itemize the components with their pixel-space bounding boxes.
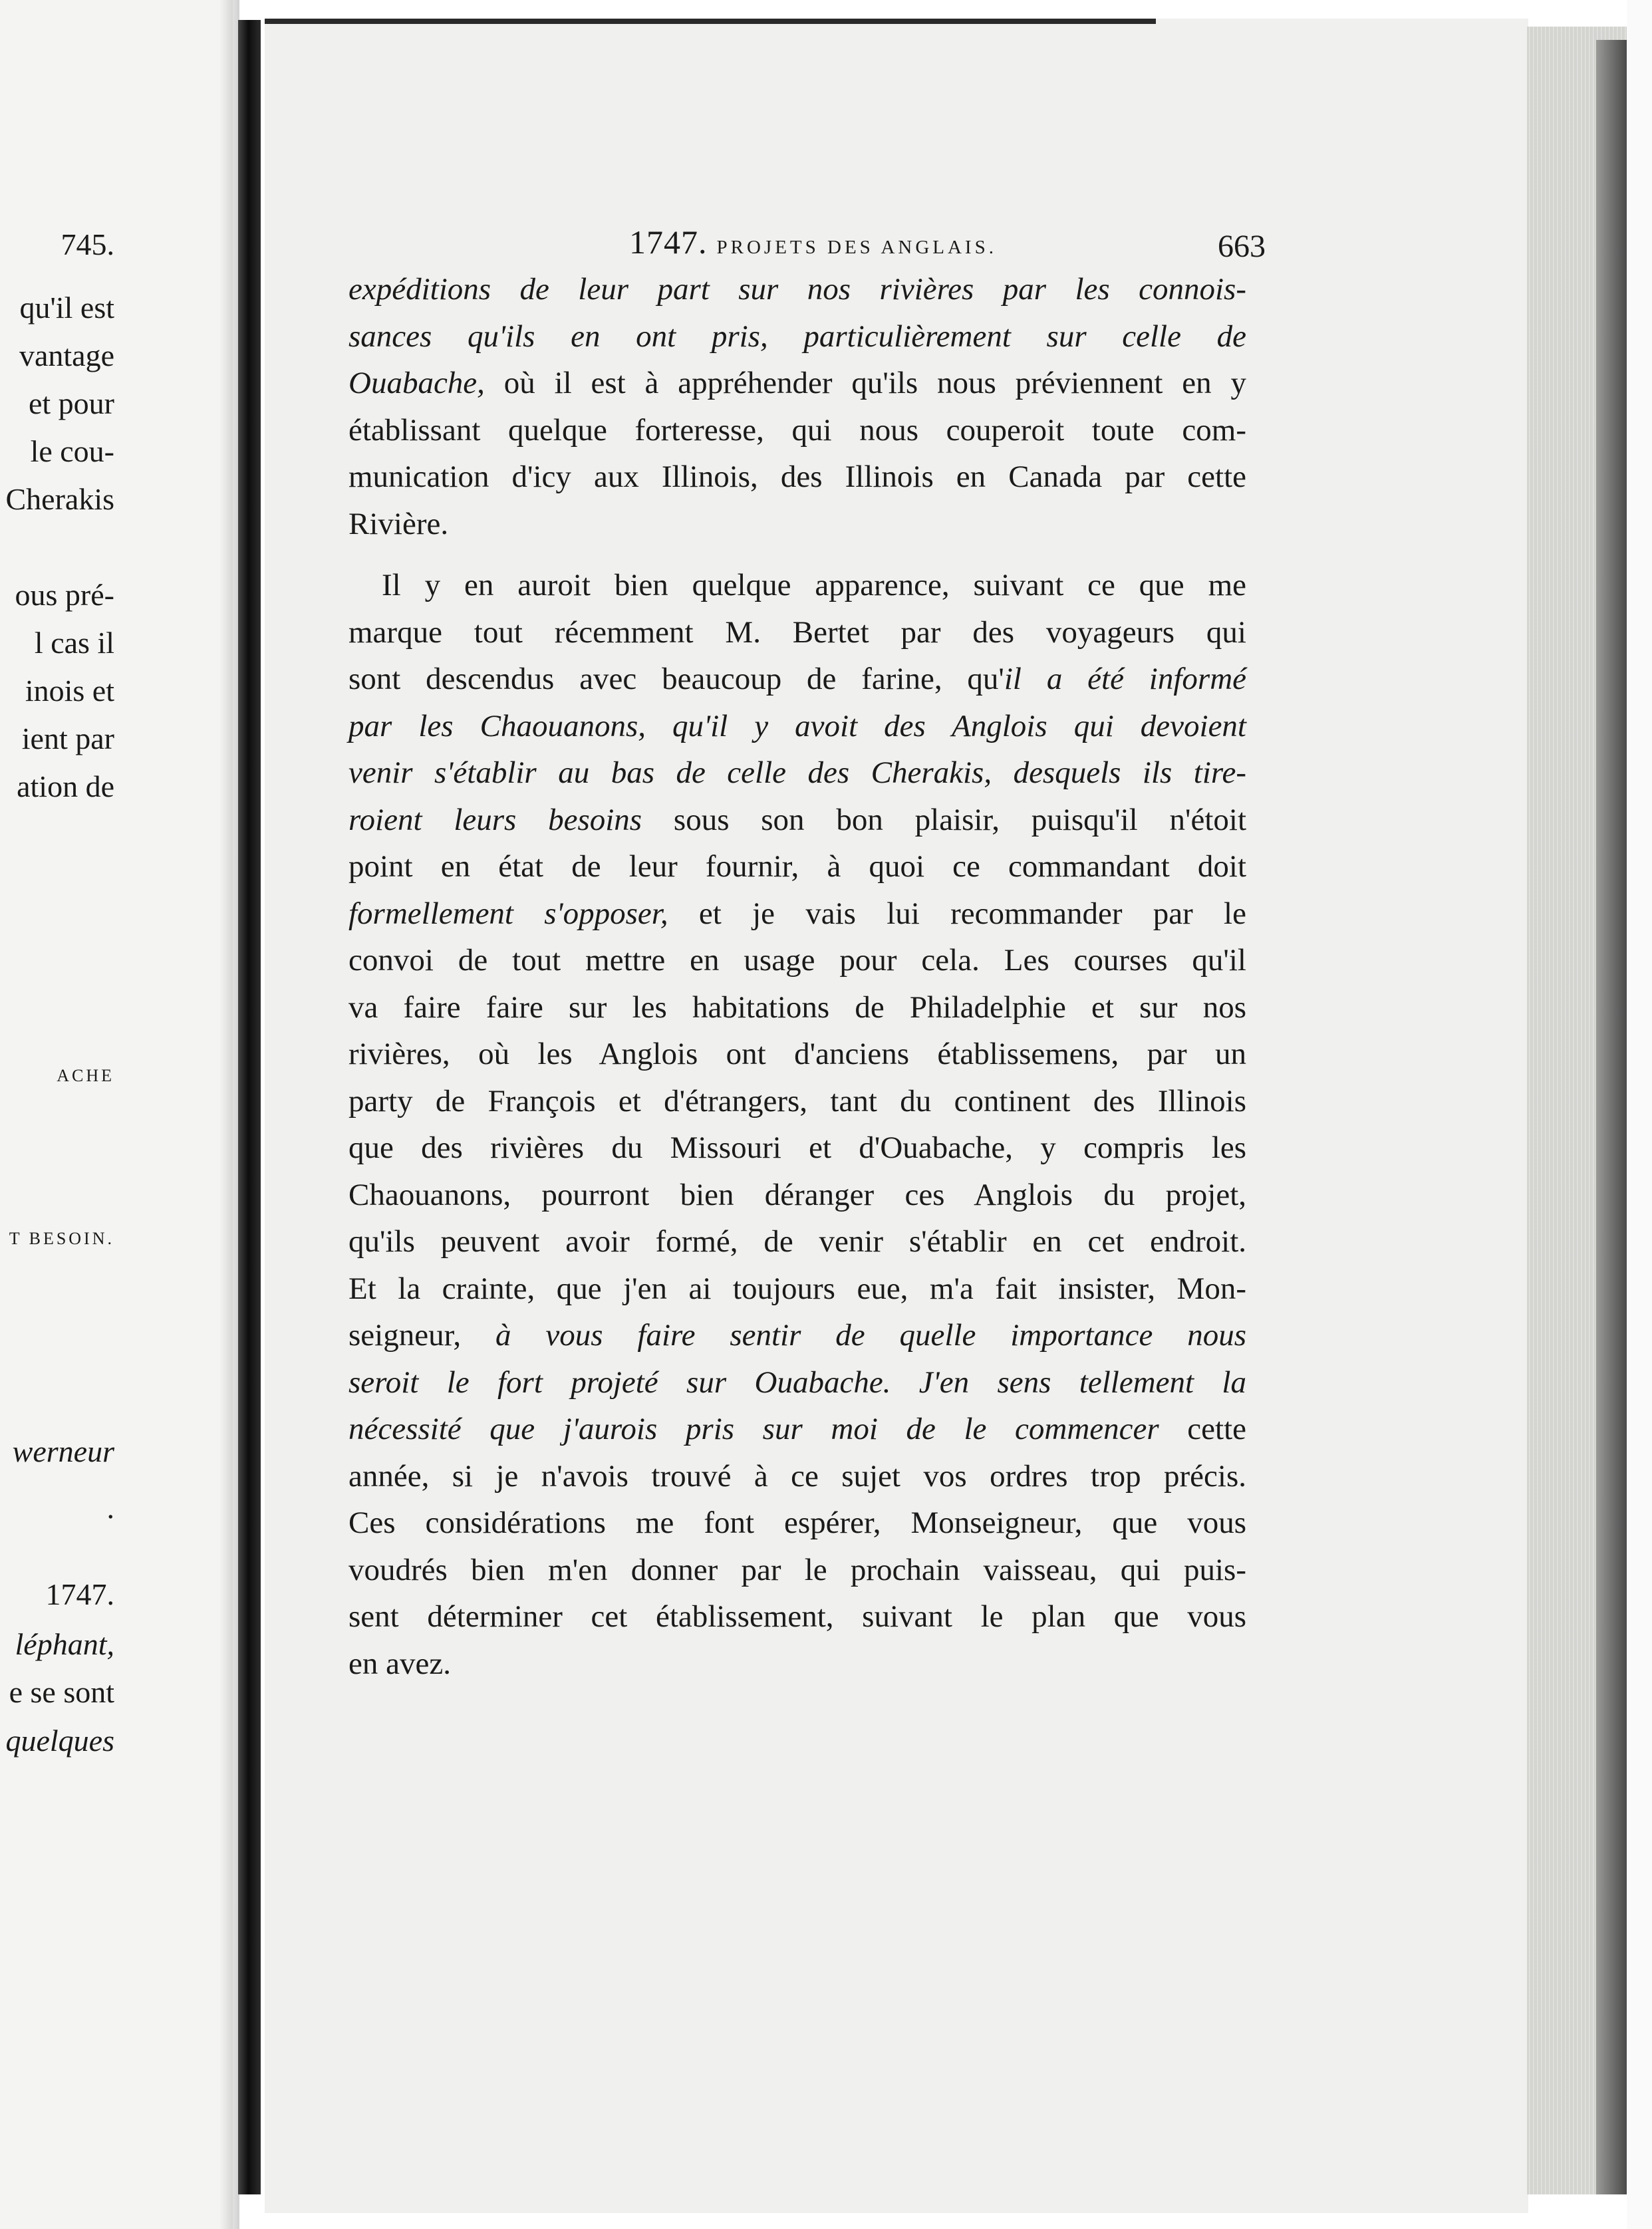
book-gutter xyxy=(238,20,261,2194)
left-page-line: l cas il xyxy=(34,626,114,660)
body-roman-span: Chaouanons, pourront bien déranger ces Anglois du projet, xyxy=(348,1177,1246,1212)
body-roman-span: Ces considérations me font espérer, Monseigneur, que vous xyxy=(348,1506,1246,1540)
body-italic-span: il a été informé xyxy=(1004,662,1246,696)
body-roman-span: party de François et d'étrangers, tant du continent des Illinois xyxy=(348,1083,1246,1118)
left-page-line: ous pré- xyxy=(15,578,114,612)
body-line xyxy=(348,1132,1246,1164)
running-head xyxy=(629,223,997,261)
body-roman-span: sont descendus avec beaucoup de farine, qu' xyxy=(348,662,1004,696)
body-line xyxy=(348,1226,1246,1257)
body-line xyxy=(348,898,1246,930)
body-roman-span: marque tout récemment M. Bertet par des voyageurs qui xyxy=(348,614,1246,650)
running-head-year: 1747. xyxy=(629,223,708,261)
body-line xyxy=(348,506,449,541)
body-roman-span: qu'ils peuvent avoir formé, de venir s'établir en cet endroit. xyxy=(348,1224,1246,1259)
left-page-line: ation de xyxy=(17,769,114,803)
body-roman-span: où il est à appréhender qu'ils nous préviennent en y xyxy=(484,366,1246,400)
body-line xyxy=(348,1648,451,1680)
left-page-line: quelques xyxy=(5,1724,114,1758)
body-line xyxy=(348,274,1246,305)
page-top-edge xyxy=(265,19,1156,24)
body-italic-span: sances qu'ils en ont pris, particulièrement sur celle de xyxy=(348,319,1246,354)
left-page-line: 745. xyxy=(61,227,114,261)
body-roman-span: en avez. xyxy=(348,1646,451,1681)
body-italic-span: formellement s'opposer, xyxy=(348,896,668,931)
body-italic-span: nécessité que j'aurois pris sur moi de le commencer xyxy=(348,1412,1159,1446)
body-line xyxy=(348,1601,1246,1633)
body-roman-span: que des rivières du Missouri et d'Ouabache, y compris les xyxy=(348,1130,1246,1165)
body-roman-span: Et la crainte, que j'en ai toujours eue, m'a fait insister, Mon- xyxy=(348,1271,1246,1306)
body-roman-span: sous son bon plaisir, puisqu'il n'étoit xyxy=(642,802,1246,837)
left-page-line: ient par xyxy=(21,721,114,755)
left-page-line: T BESOIN. xyxy=(9,1229,114,1248)
body-line xyxy=(348,412,1246,448)
body-line xyxy=(348,708,1246,743)
body-roman-span: sent déterminer cet établissement, suivant le plan que vous xyxy=(348,1599,1246,1634)
body-line xyxy=(348,1458,1246,1494)
running-head-title: PROJETS DES ANGLAIS. xyxy=(716,237,997,258)
body-line xyxy=(348,757,1246,789)
body-line xyxy=(348,989,1246,1025)
body-line xyxy=(348,1414,1246,1445)
body-italic-span: seroit le fort projeté sur Ouabache. J'en sens tellement la xyxy=(348,1365,1246,1400)
body-line xyxy=(348,1367,1246,1398)
body-roman-span: convoi de tout mettre en usage pour cela. Les courses qu'il xyxy=(348,943,1246,978)
body-roman-span: année, si je n'avois trouvé à ce sujet vos ordres trop précis. xyxy=(348,1458,1246,1494)
body-roman-span: voudrés bien m'en donner par le prochain vaisseau, qui puis- xyxy=(348,1552,1246,1587)
body-roman-span: rivières, où les Anglois ont d'anciens établissemens, par un xyxy=(348,1037,1246,1071)
left-page-line: léphant, xyxy=(15,1627,114,1661)
left-page-line: . xyxy=(106,1491,114,1525)
body-italic-span: expéditions de leur part sur nos rivières par les connois- xyxy=(348,272,1246,307)
body-roman-span: établissant quelque forteresse, qui nous couperoit toute com- xyxy=(348,412,1246,448)
body-roman-span: point en état de leur fournir, à quoi ce commandant doit xyxy=(348,849,1246,884)
body-italic-span: Ouabache, xyxy=(348,366,485,400)
body-line xyxy=(348,461,1246,493)
body-line xyxy=(348,368,1246,399)
left-facing-page xyxy=(0,0,233,2229)
body-roman-span: seigneur, xyxy=(348,1318,495,1353)
body-line xyxy=(348,802,1246,837)
body-italic-span: par les Chaouanons, qu'il y avoit des Anglois qui devoient xyxy=(348,708,1246,743)
body-line xyxy=(348,664,1246,695)
body-line xyxy=(348,945,1246,976)
body-line xyxy=(382,570,1246,601)
body-line xyxy=(348,1083,1246,1118)
body-italic-span: à vous faire sentir de quelle importance nous xyxy=(495,1318,1246,1353)
body-italic-span: roient leurs besoins xyxy=(348,802,642,837)
body-line xyxy=(348,1508,1246,1539)
body-line xyxy=(348,1177,1246,1212)
page-number: 663 xyxy=(1218,229,1266,264)
left-page-line: inois et xyxy=(25,674,114,708)
left-page-line: le cou- xyxy=(30,434,114,468)
body-line xyxy=(348,1320,1246,1351)
left-page-line: qu'il est xyxy=(19,291,114,325)
left-page-line: Cherakis xyxy=(5,482,114,516)
body-line xyxy=(348,851,1246,882)
body-line xyxy=(348,614,1246,650)
body-roman-span: va faire faire sur les habitations de Philadelphie et sur nos xyxy=(348,989,1246,1025)
body-italic-span: venir s'établir au bas de celle des Cherakis, desquels ils tire- xyxy=(348,755,1246,790)
left-page-line: ACHE xyxy=(57,1066,114,1085)
left-page-line: werneur xyxy=(12,1434,114,1468)
body-line xyxy=(348,321,1246,352)
book-cover-edge xyxy=(1596,40,1627,2194)
left-page-line: vantage xyxy=(19,338,114,372)
body-roman-span: Il y en auroit bien quelque apparence, suivant ce que me xyxy=(382,568,1246,602)
left-page-line: et pour xyxy=(28,386,114,420)
body-roman-span: Rivière. xyxy=(348,506,449,541)
body-roman-span: munication d'icy aux Illinois, des Illinois en Canada par cette xyxy=(348,459,1246,494)
gutter-shadow xyxy=(219,0,239,2229)
body-roman-span: cette xyxy=(1159,1412,1247,1446)
body-roman-span: et je vais lui recommander par le xyxy=(668,896,1246,931)
left-page-line: 1747. xyxy=(45,1577,114,1611)
body-line xyxy=(348,1039,1246,1070)
left-page-line: e se sont xyxy=(9,1675,114,1709)
right-background xyxy=(1627,0,1652,2229)
body-line xyxy=(348,1273,1246,1305)
body-line xyxy=(348,1552,1246,1587)
